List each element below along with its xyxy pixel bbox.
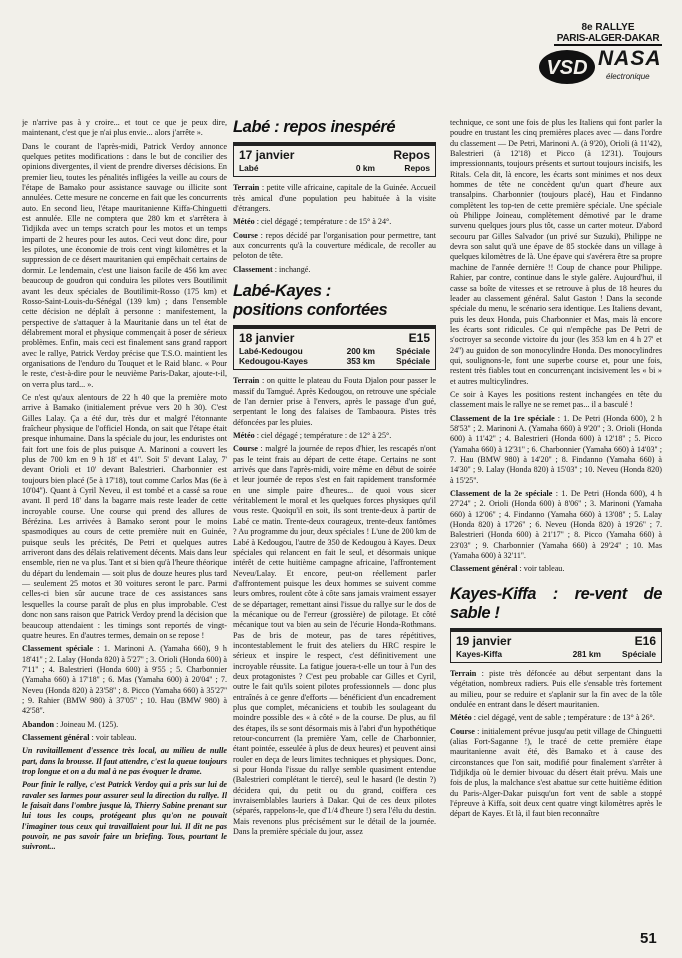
course <box>233 444 436 837</box>
photo-caption: Un ravitaillement d'essence très local, au milieu de nulle part, dans la brousse. Il faut attendre, c'est la queue toujours trop longue et on a du mal à ne pas évoquer le drame. <box>22 746 227 776</box>
stage-route: Labé <box>239 163 259 173</box>
stage-kind: Spéciale <box>396 356 430 367</box>
stage-box <box>450 628 662 663</box>
stage-date: 18 janvier <box>239 330 295 345</box>
label: Classement de la 1re spéciale <box>450 413 555 423</box>
page-number: 51 <box>640 930 657 947</box>
paragraph: Ce n'est qu'aux alentours de 22 h 40 que la première moto arrive à Bamako (initialement prévue vers 20 h 30). C'est Gilles Lalay. Ça a été dur, très dur et malgré l'étonnante fraîcheur physique de l'officiel Honda, on sait que l'étape était presque inhumaine. Dans la spéciale du jour, les enduristes ont fait fort une fois de plus puisque A. Marinoni a couvert les plus de 700 km en 9 h 18' et 41''. Soit 5' devant Lalay, 7' devant Orioli et 10' devant Balestrieri. Charbonnier est toujours bien placé (5e à 17'18), tout comme Carlos Mas (6e à 10'04''). Quant à Cyril Neveu, il est tombé et a cassé sa roue avant. Il perd 18' dans la bagarre mais reste leader de cette incroyable course. Une course qui prend des allures de Bérézina. Les arrivées à Bamako seront pour le moins spasmodiques au cours de cette première nuit en Guinée, puisque seuls les précités, De Petri et quelques autres arriveront dans des délais relativement décents. Mais dans leur ensemble, rien ne va plus. Tant et si bien qu'à l'heure théorique du départ du lendemain — soit plus de douze heures plus tard — seulement 25 motos et 30 voitures seront le parc. Parmi celles-ci bien sûr aucune trace de ces assistances sans lesquelles la course paraît de plus en plus improbable. C'est donc non sans raison que Patrick Verdoy prend la décision que beaucoup attendaient : les timings sont reportés de vingt-quatre heures. En d'autres termes, demain on se repose ! <box>22 392 227 640</box>
text: : 1. De Petri (Honda 600), 4 h 27'24'' ; 2. Orioli (Honda 600) à 8'06'' ; 3. Marinoni (Yamaha 660) à 12'06'' ; 4. Findanno (Yamaha 660) à 13'08'' ; 5. Lalay (Honda 820) à 17'26'' ; 6. Neveu (Honda 820) à 19'26'' ; 7. Balestrieri (Honda 600) à 21'17'' ; 8. Picco (Yamaha 660) à 23'03'' ; 9. Charbonnier (Yamaha 660) à 29'24'' ; 10. Mas (Yamaha 600) à 32'11''. <box>450 489 662 561</box>
label: Abandon <box>22 719 55 729</box>
stage-headline: Kayes-Kiffa : re-vent de sable ! <box>450 584 662 622</box>
stage-headline: Labé : repos inespéré <box>233 118 396 136</box>
label: Terrain <box>233 183 260 193</box>
classification-special-2 <box>450 489 662 561</box>
headline-line: positions confortées <box>233 300 388 319</box>
nasa-subtitle: électronique <box>606 72 650 81</box>
text: : piste très défoncée au début serpentant dans la végétation, nombreux radiers. Puis elle s'ensable très fortement au milieu, pour se reduire et s'aplanir sur la fin avec de la tôle ondulée en entrant dans le désert mauritanien. <box>450 668 662 710</box>
label: Classement général <box>22 732 90 742</box>
stage-km: 281 km <box>572 648 601 659</box>
paragraph: je n'arrive pas à y croire... et tout ce que je peux dire, maintenant, c'est que je n'ai plus envie... alors j'arrête ». <box>22 118 227 138</box>
label: Classement de la 2e spéciale <box>450 489 553 499</box>
stage-route: Labé-Kedougou <box>239 345 303 356</box>
stage-route: Kedougou-Kayes <box>239 356 308 367</box>
stage-km: 353 km <box>346 356 375 367</box>
label: Course <box>233 230 258 240</box>
stage-km: 0 km <box>355 163 375 173</box>
meteo <box>233 431 436 441</box>
label: Météo <box>233 217 255 227</box>
stage-box <box>233 325 436 370</box>
column-left <box>22 118 227 936</box>
label: Terrain <box>233 376 260 386</box>
terrain <box>450 669 662 710</box>
meteo <box>233 217 436 227</box>
text: : ciel dégagé ; température : de 15° à 24°. <box>254 217 392 227</box>
stage-km: 200 km <box>346 345 375 356</box>
text: : ciel dégagé ; température : de 12° à 25°. <box>254 431 392 441</box>
column-middle <box>233 118 436 936</box>
text: : inchangé. <box>272 264 311 274</box>
special-classification <box>22 644 227 716</box>
general-classification <box>450 564 662 574</box>
paragraph: Dans le courant de l'après-midi, Patrick Verdoy annonce quelques petites modifications : dans le but de concilier des opinions divergentes, il vient de prendre diverses décisions. En premier lieu, toutes les pénalités infligées la veille au cours de l'étape de Bamako pour assistance sauvage ou illicite sont annulées. Cette mesure ne concerne en fait que les concurrents auto. En second lieu, l'étape mauritanienne Kiffa-Chinguetti est annulée. Elle ne comptera que 280 km et s'arrêtera à Tidjikda avec un temps scratch pour les motos et un temps imparti de 2 heures pour les autos. Ceci veut donc dire, pour les pilotes, une économie de trois cent vingt kilomètres et la suppression de ce désert mauritanien qui empêchait certains de dormir. Le lendemain, c'est une liaison facile de 456 km avec beaucoup de goudron qui conduira les pilotes vers Boutilimit avant les deux spéciales de Boutilimit-Rosso (175 km) et Rosso-Saint-Louis-du-Sénégal (139 km) ; dans l'ensemble cette décision ne déplaît à personne : manifestement, la perspective de s'attaquer à la Mauritanie dans un tel état de délabrement moral et physique commençait à poser de sérieux problèmes. Enfin, mais ceci est finalement sans grand rapport avec le rallye, Patrick Verdoy précise que T.S.O. maintient les organisations de l'enduro du Touquet et le Raid blanc. « Pour le reste, c'est-à-dire pour le neuvième Paris-Dakar, ajoute-t-il, on verra plus tard... ». <box>22 141 227 389</box>
label: Météo <box>450 713 472 723</box>
classification-special-1 <box>450 414 662 486</box>
course <box>233 231 436 262</box>
vsd-text: VSD <box>546 57 588 79</box>
rally-title <box>554 22 662 46</box>
label: Classement <box>233 264 273 274</box>
text: : petite ville africaine, capitale de la Guinée. Accueil très amical d'une population peu habituée à la visite d'étrangers. <box>233 183 436 213</box>
stage-box <box>233 142 436 177</box>
text: : ciel dégagé, vent de sable ; température : de 13° à 26°. <box>471 713 655 723</box>
stage-date: 17 janvier <box>239 148 295 162</box>
text: : 1. Marinoni A. (Yamaha 660), 9 h 18'41'' ; 2. Lalay (Honda 820) à 5'27'' ; 3. Orioli (Honda 600) à 7'11'' ; 4. Balestrieri (Honda 600) à 9'55 ; 5. Charbonnier (Yamaha 660) à 17'18'' ; 6. Mas (Yamaha 600) à 20'04'' ; 7. Neveu (Honda 820) à 23'58'' ; 8. Picco (Yamaha 660) à 35'27'' ; 9. Rahier (BMW 980) à 37'05'' ; 10. Hau (BMW 980) à 42'58''. <box>22 644 227 716</box>
text: : 1. De Petri (Honda 600), 2 h 58'53'' ; 2. Marinoni A. (Yamaha 660) à 9'20'' ; 3. Orioli (Honda 600) à 11'42'' ; 4. Balestrieri (Honda 600) à 12'18'' ; 5. Picco (Yamaha 660) à 12'31'' ; 6. Charbonnier (Yamaha 660) à 14'03'' ; 7. Hau (BMW 980) à 14'20'' ; 8. Findanno (Yamaha 660) à 14'30'' ; 9. Lalay (Honda 820) à 15'03'' ; 10. Neveu (Honda 820) à 15'25''. <box>450 413 662 485</box>
paragraph: Ce soir à Kayes les positions restent inchangées en tête du classement mais le rallye ne se remet pas... il a basculé ! <box>450 389 662 410</box>
abandon <box>22 720 227 730</box>
terrain <box>233 376 436 428</box>
rally-edition: 8e RALLYE <box>581 22 635 33</box>
text: : voir tableau. <box>517 564 565 574</box>
label: Météo <box>233 431 255 441</box>
stage-code: E15 <box>408 330 430 345</box>
rally-logo <box>538 22 662 110</box>
stage-code: E16 <box>634 633 656 648</box>
text: : repos décidé par l'organisation pour permettre, tant aux concurrents qu'à la couverture médicale, de recoller au peloton de tête. <box>233 230 436 261</box>
stage-kind: Spéciale <box>396 345 430 356</box>
stage-route: Kayes-Kiffa <box>456 648 503 659</box>
stage-type: Repos <box>393 148 430 162</box>
label: Course <box>450 726 475 736</box>
label: Classement spéciale <box>22 644 94 654</box>
classification <box>233 265 436 275</box>
label: Course <box>233 444 258 454</box>
column-right <box>450 118 662 928</box>
text: : initialement prévue jusqu'au petit village de Chinguetti (alias Fort-Saganne !), le tracé de cette première étape mauritanienne avait été, dès Bamako et à cause des circonstances que l'on sait, modifié pour finalement s'arrêter à Tidjikdja où le dernier bivouac du désert était prévu. Mais une fois de plus, la malchance s'est abattue sur cette huitième édition du Paris-Alger-Dakar puisqu'un fort vent de sable a stoppé l'épreuve à Kiffa, soit deux cent quatre vingt kilomètres après le départ de Kayes. Et là, il faut bien reconnaître <box>450 726 662 819</box>
vsd-logo <box>538 48 596 86</box>
text: : voir tableau. <box>89 732 137 742</box>
rally-route: PARIS-ALGER-DAKAR <box>556 33 660 44</box>
text: : malgré la journée de repos d'hier, les rescapés n'ont pas le teint frais au départ de cette étape. Certains ne sont arrivés que dans l'après-midi, voire même en début de soirée et leur journée de repos s'est en fait rapidement transformée en une simple paire d'heures... de quoi vous sicer véritablement le moral et les quelques forces physiques qu'il vous reste. Quoiqu'il en soit, ils sont trente-deux à partir de Labé ce matin. Trente-deux courageux, trente-deux fantômes ? Au programme du jour, deux spéciales ! L'une de 200 km de Labé à Kedougou, l'autre de 350 de Kedougou à Kayes. Deux spéciales qui relancent en fait le seul, et désormais unique intérêt de cette huitième campagne africaine, l'affrontement Neveu/Lalay. Et encore, peut-on réellement parler d'affrontement puisque les deux hommes se suivent comme leurs ombres, roulent côte à côte sans jamais vraiment essayer de se départager, remettant ainsi l'issue du rallye sur le dos de la mécanique ou de l'erreur (grossière) de pilotage. Et côté mécanique tout va bien au sein de l'écurie Honda-Rothmans. Pas de bris de moteur, pas de tares répétitives, incontestablement le fruit des ateliers du HRC respire le sérieux et inspire le respect, c'est définitivement une incroyable réussite. La fatigue jouera-t-elle un tour à l'un des deux protagonistes ? C'est peu probable car Gilles et Cyril, outre le fait qu'ils soient pilotes professionnels — donc plus entraînés à ce genre d'efforts — bénéficient d'un encadrement plus que complet, mécaniciens et toubib les soulageant du moindre possible des « à côté » de la course. De plus, au fil des étapes, ils se sont désormais mis à l'abri d'un hypothétique retour-concurrent (la première Yam, celle de Charbonnier, étant pointée, esseulée à plus de deux heures) et peuvent ainsi rouler en deça de leurs limites techniques et physiques. Donc, si pour Honda l'issue du rallye semble quasiment entendue (Balestrieri complétant le tiercé), seul le hasard (le destin ?) décidera qui, du petit ou du grand, coiffera ces invraisemblables lauriers à Dakar. Qui de ces deux pilotes (séparés, rappelons-le, que d'1/4 d'heure !) sera l'élu du destin. Mais revenons plus précisément sur le détail de la journée. Dans la première spéciale du jour, assez <box>233 444 436 837</box>
label: Classement général <box>450 564 518 574</box>
stage-kind: Repos <box>404 163 430 173</box>
stage-headline <box>233 282 436 320</box>
terrain <box>233 183 436 214</box>
text: : Joineau M. (125). <box>54 719 119 729</box>
meteo <box>450 713 662 723</box>
stage-kind: Spéciale <box>622 648 656 659</box>
course <box>450 727 662 820</box>
nasa-logo-text: NASA <box>598 47 662 70</box>
label: Terrain <box>450 668 477 678</box>
text: : on quitte le plateau du Fouta Djalon pour passer le massif du Tamgué. Après Kedougou, on retrouve une spéciale de l'an dernier prise à l'envers, après le passage d'un gué, serpentant le long des falaises de Tambaoura. Pistes très défoncées par les pluies. <box>233 376 436 427</box>
stage-date: 19 janvier <box>456 633 512 648</box>
headline-line: Labé-Kayes : <box>233 281 331 300</box>
general-classification <box>22 733 227 743</box>
photo-caption: Pour finir le rallye, c'est Patrick Verdoy qui a pris sur lui de ravaler ses larmes pour assurer seul la direction du rallye. Il le faisait dans l'ombre jusque là, Thierry Sabine prenant sur lui tous les coups, protégeant plus qu'on ne pouvait l'imaginer tous ceux qui travaillaient pour lui. Il dit ne pas pouvoir, ne pas savoir faire un briefing. Tous, pourtant le suivront... <box>22 780 227 852</box>
paragraph: technique, ce sont une fois de plus les Italiens qui font parler la poudre en trustant les cinq premières places avec — dans l'ordre du classement — De Petri, Marinoni A. (à 9'20), Orioli (à 11'42), Balestrieri (à 12'18) et Picco (à 12'31). Toujours impressionnants, toujours présents et surtout toujours incisifs, les Ritals. Cela dit, là encore, les écarts sont minimes et nos deux hommes de tête ne concèdent qu'un quart d'heure aux transalpins. Charbonnier (toujours placé), Hau et Findanno complètent les top-ten de cette première spéciale. Une spéciale où Philippe Joineau, complètement démotivé par le drame survenu quelques jours plus tôt, casse un carter moteur. D'abord secouru par Gilles Salvador (un privé sur Suzuki), Philippe ne devra son salut qu'à une épave de 85 stockée dans un village à quelques kilomètres de là. Une épave qui s'avérera être sa propre machine de l'année dernière !! Coup de chance pour Philippe. Rahier, par contre, continue dans le style galère. Aujourd'hui, il casse sa boîte de vitesses et se retrouve à plus de 18 heures du leader au classement général. Salut Gaston ! Dans la seconde spéciale du menu, le scénario sera identique. Les Italiens devant, puis les deux Honda, puis Charbonnier et Mas, mais là encore les écarts sont ridicules. Ce qui n'empêche pas De Petri de s'octroyer sa seconde victoire du jour (les 353 km en 4 h 27' et 24'') au guidon de son monocylindre Honda. Des monocylindres qui, soulignons-le, font une superbe course et, pour une fois, restent très fiables tout en concurrençant incisivement les « bi » et autres multicylindres. <box>450 118 662 386</box>
